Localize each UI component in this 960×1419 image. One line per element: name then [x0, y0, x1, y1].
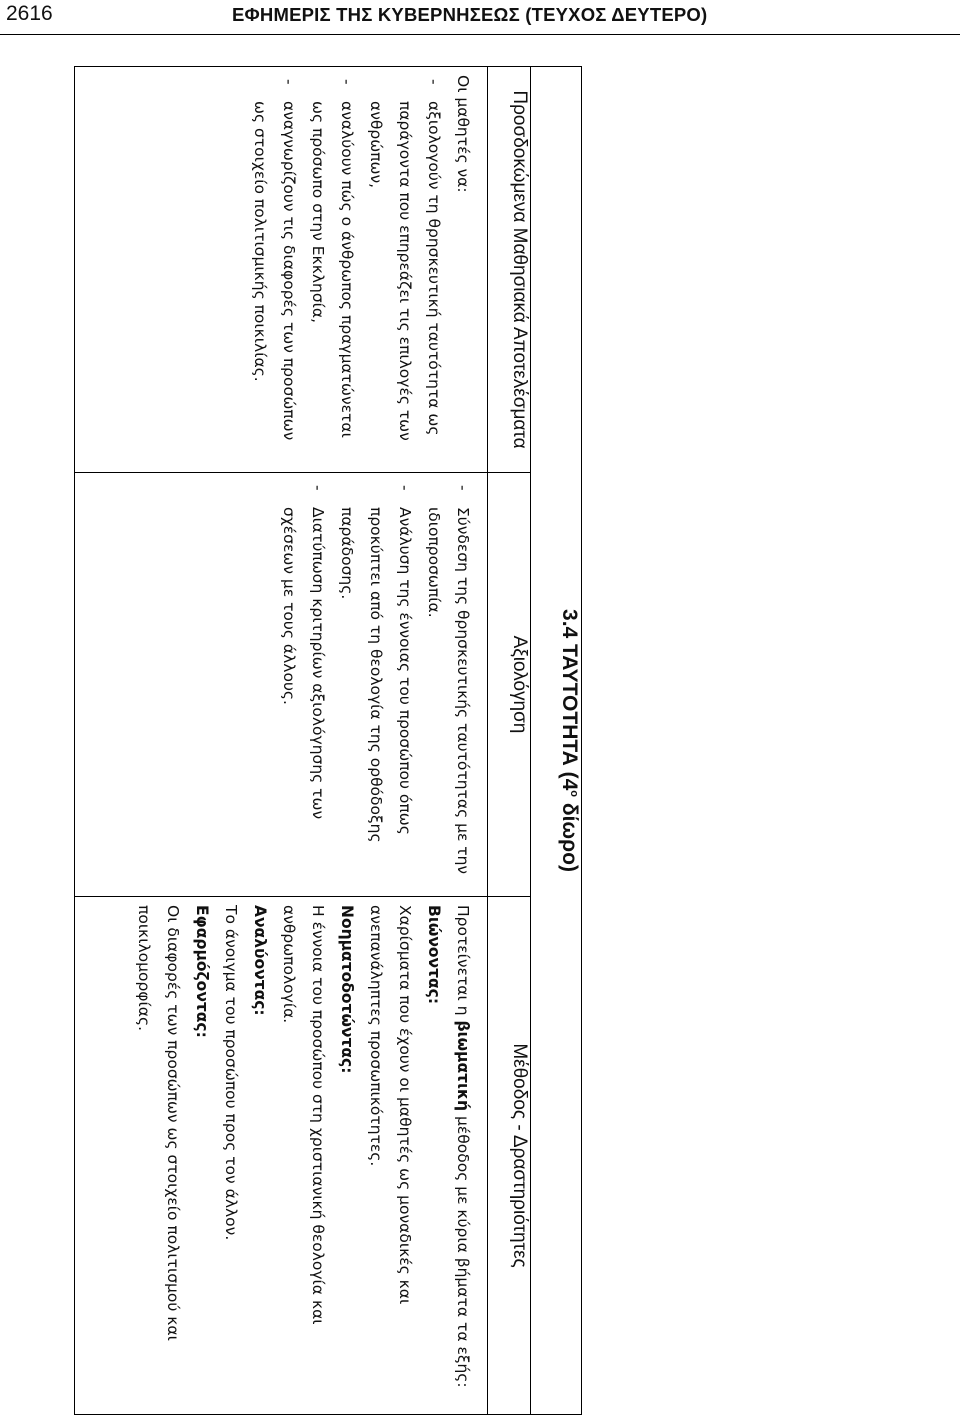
outcome-item: - αναλύουν πώς ο άνθρωπος πραγματώνεται ως πρόσωπο στην Εκκλησία, — [309, 79, 356, 438]
assessment-cell — [75, 473, 488, 897]
outcomes-list — [245, 75, 448, 464]
method-step-text: Το άνοιγμα του προσώπου προς τον άλλον. — [222, 905, 240, 1241]
table-title: 3.4 ΤΑΥΤΟΤΗΤΑ ($4^o$ δίωρο) — [531, 67, 582, 1415]
method-step-text: Οι διαφορές των προσώπων ως στοιχείο πολιτισμού και ποικιλομορφίας. — [135, 905, 182, 1341]
method-step-label: Βιώνοντας: — [425, 905, 443, 1005]
assessment-item: - Διατύπωση κριτηρίων αξιολόγησης των σχέσεων με τους άλλους. — [280, 485, 327, 820]
rotated-table-wrapper — [74, 66, 582, 1414]
method-step-label: Εφαρμόζοντας: — [193, 905, 211, 1038]
method-step-label: Αναλύοντας: — [251, 905, 269, 1016]
table-title-row — [531, 67, 582, 1415]
method-cell — [75, 897, 488, 1415]
outcomes-cell — [75, 67, 488, 473]
page-header — [0, 0, 960, 35]
page-number: 2616 — [6, 2, 53, 25]
lesson-table — [74, 66, 582, 1415]
method-intro: Προτείνεται η βιωματική μέθοδος με κύρια βήματα τα εξής: — [454, 905, 472, 1388]
outcome-item: - αξιολογούν τη θρησκευτική ταυτότητα ως παράγοντα που επηρεάζει τις επιλογές των ανθρώπων, — [367, 79, 443, 441]
table-body-row — [75, 67, 488, 1415]
column-header-outcomes: Προσδοκώμενα Μαθησιακά Αποτελέσματα — [488, 67, 531, 473]
assessment-item: - Ανάλυση της έννοιας του προσώπου όπως προκύπτει από τη θεολογία της ορθόδοξης παράδοσης. — [338, 485, 414, 843]
method-step-text: Χαρίσματα που έχουν οι μαθητές ως μοναδικές και ανεπανάληπτες προσωπικότητες. — [367, 905, 414, 1305]
method-step-label: Νοηματοδοτώντας: — [338, 905, 356, 1074]
assessment-list — [274, 481, 477, 888]
column-header-assessment: Αξιολόγηση — [488, 473, 531, 897]
assessment-item: - Σύνδεση της θρησκευτικής ταυτότητας με την ιδιοπροσωπία. — [425, 485, 472, 875]
outcome-item: - αναγνωρίζουν τις διαφορές των προσώπων ως στοιχείο πολιτισμικής ποικιλίας. — [251, 79, 298, 441]
outcomes-intro: Οι μαθητές να: — [454, 75, 472, 193]
column-header-row — [488, 67, 531, 1415]
column-header-method: Μέθοδος - Δραστηριότητες — [488, 897, 531, 1415]
journal-title: ΕΦΗΜΕΡΙΣ ΤΗΣ ΚΥΒΕΡΝΗΣΕΩΣ (ΤΕΥΧΟΣ ΔΕΥΤΕΡΟ) — [232, 4, 708, 25]
method-step-text: Η έννοια του προσώπου στη χριστιανική θεολογία και ανθρωπολογία. — [280, 905, 327, 1325]
